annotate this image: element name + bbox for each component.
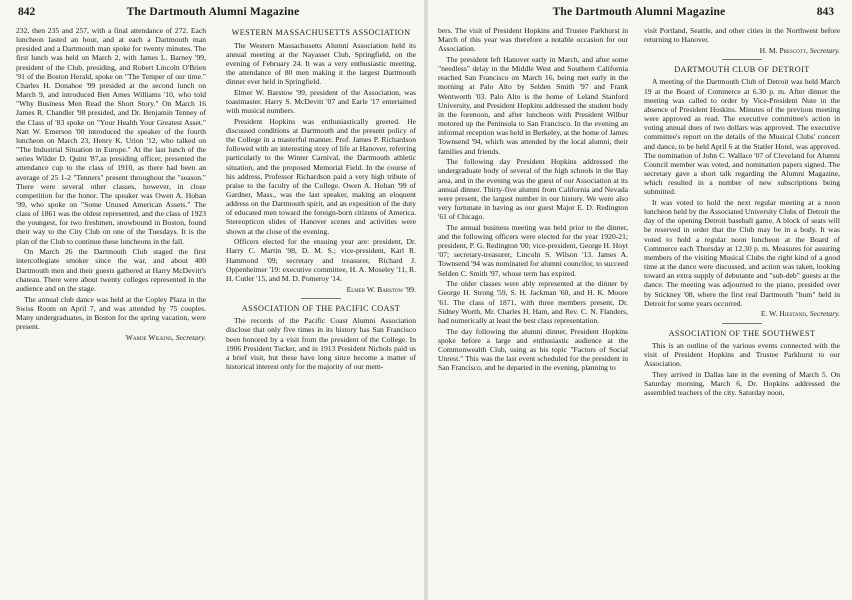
paragraph: Officers elected for the ensuing year are: president, Dr. Harry C. Martin '98, D. M. S.; vice-president, Karl R. Hammond '09; secretary and treasurer, Richard J. Oppenheimer '19: executive committee, H. A. Moseley '11, R. H. Cutler '15, and M. D. Pomeroy '14. xyxy=(226,237,416,283)
paragraph: The president left Hanover early in March, and after some "needless" delay in the Middle West and Southern California reached San Francisco on March 16, being met early in the morning at Palo Alto by Selden Smith '97 and Frank Wentworth '03. Palo Alto is the home of Leland Stanford University, and President Hopkins addressed the student body in the forenoon, and after luncheon with President Wilbur motored up the Peninsula to San Francisco. In the evening an informal reception was held in Berkeley, at the home of James Townsend '94, which was attended by the local alumni, their families and friends. xyxy=(438,54,628,156)
paragraph: Elmer W. Barstow '99, president of the Association, was toastmaster. Harry S. McDevitt '07 and Earle '17 entertained with musical numbers. xyxy=(226,87,416,116)
paragraph: They arrived in Dallas late in the evening of March 5. On Saturday morning, March 6, Dr. Hopkins addressed the assembled teachers of the city. Saturday noon, xyxy=(644,370,840,398)
paragraph: 232, then 235 and 257, with a final attendance of 272. Each luncheon lasted an hour, and at each a Dartmouth man presided and a Dartmouth man spoke for twenty minutes. The first lunch was held on March 2, with James L. Barney '99, president of the Club, presiding, and Robert Lincoln O'Brien '91 of the Boston Herald, spoke on "The Temper of our time." Charles H. Donahoe '99 presided at the second lunch on March 9, and introduced Ben Ames Williams '10, who told "Why Business Men Read the Short Story." On March 16 James R. Chandler '98 presided, and Dr. Benjamin Tenney of the Class of '83 spoke on "Your Health Your Greatest Asset." Natt W. Emerson '00 introduced the speaker of the fourth luncheon on March 23, Henry K. Urion '12, who talked on "The Industrial Situation in Europe." At the last lunch of the series Wilder D. Quint '87,as presiding officer, presented the attendance cup to the class of 1910, as there had been an average of 25 1-2 "Tenners" present throughout the "season." There were several other classes, however, in close competition for the honor. The speaker was Owen A. Hoban '99, who spoke on "Some Unused American Assets." The class of 1861 was the oldest represented, and the class of 1923 the youngest, for two freshmen, snowbound in Boston, found their way to the City Club on one of the Tuesdays. It is the plan of the Club to continue these luncheons in the fall. xyxy=(16,26,206,246)
section-heading: ASSOCIATION OF THE PACIFIC COAST xyxy=(241,303,401,313)
signature xyxy=(226,285,416,294)
signature-title: Secretary. xyxy=(809,309,840,319)
paragraph: A meeting of the Dartmouth Club of Detroit was held March 19 at the Board of Commerce at 6.30 p. m. After dinner the meeting was called to order by Vice-President Nute in the absence of President Hoskins. Minutes of the previous meeting were approved as read. The executive committee's action in voting annual dues of two dollars was approved. The executive committee's report on the details of the Musical Clubs' concert and dance, to be held April 6 at the Statler Hotel, was approved. The nomination of John C. Wallace '07 of Cleveland for Alumni Council member was voted, and nomination papers signed. The secretary gave a short talk regarding the Alumni Magazine, which resulted in a number of new subscriptions being submitted. xyxy=(644,77,840,197)
paragraph: The records of the Pacific Coast Alumni Association disclose that only five times in its history has San Francisco been honored by a visit from the president of the College. In 1906 President Tucker, and in 1913 President Nichols paid us a brief visit, but these have long since become a matter of historical interest only for the majority of our mem- xyxy=(226,316,416,371)
divider xyxy=(722,59,762,60)
signature xyxy=(644,309,840,318)
signature-title: Secretary. xyxy=(175,332,206,342)
section-heading: ASSOCIATION OF THE SOUTHWEST xyxy=(668,328,816,338)
signature-name: E. W. Hiestand, xyxy=(760,309,808,319)
left-running-title: The Dartmouth Alumni Magazine xyxy=(126,6,300,18)
right-page-number: 843 xyxy=(816,6,834,18)
left-page-header xyxy=(18,6,408,22)
paragraph: This is an outline of the various events connected with the visit of President Hopkins and Trustee Parkhurst to our Association. xyxy=(644,341,840,369)
paragraph: The annual club dance was held at the Copley Plaza in the Swiss Room on April 7, and was attended by 75 couples. Many undergraduates, in Boston for the spring vacation, were present. xyxy=(16,294,206,331)
signature xyxy=(644,46,840,55)
right-column-1 xyxy=(438,26,628,374)
section-heading: DARTMOUTH CLUB OF DETROIT xyxy=(674,64,810,74)
paragraph: bers. The visit of President Hopkins and Trustee Parkhurst in March of this year was therefore a notable occasion for our Association. xyxy=(438,26,628,54)
right-page-header xyxy=(444,6,834,22)
right-page xyxy=(426,0,852,600)
left-page-number: 842 xyxy=(18,6,36,18)
signature-name: Warde Wilkins, xyxy=(125,332,174,342)
paragraph: The day following the alumni dinner, President Hopkins spoke before a large and enthusiastic audience at the Commonwealth Club, using as his topic "Factors of Social Unrest." This was the last event scheduled for the president in San Francisco, and he departed in the evening, planning to xyxy=(438,326,628,373)
paragraph: The Western Massachusetts Alumni Association held its annual meeting at the Nayasset Club, Springfield, on the evening of February 24. It was a very enthusiastic meeting, the attendance of 80 men making it the largest Dartmouth dinner ever held in Springfield. xyxy=(226,40,416,87)
paragraph: On March 26 the Dartmouth Club staged the first intercollegiate smoker since the war, and about 400 Dartmouth men and their guests gathered at Harry McDevitt's chateau. There were about twenty colleges represented in the audience and on the stage. xyxy=(16,247,206,293)
divider xyxy=(722,323,762,324)
right-column-2 xyxy=(644,26,840,399)
paragraph: The following day President Hopkins addressed the undergraduate body of several of the high schools in the Bay area, and in the evening was the guest of our Association at its annual dinner. Thirty-five alumni from California and Nevada were present, the largest number in our history. We were also very fortunate in having as our guest Major E. D. Redington '61 of Chicago. xyxy=(438,157,628,222)
paragraph: The annual business meeting was held prior to the dinner, and the following officers were elected for the year 1920-21; president, P. G. Redington '00; vice-president, George H. Hoyt '07; secretary-treasurer, Lincoln S. Wilson '13. James A. Townsend '94 was nominated for alumni councilor, to succeed Selden C. Smith '97, whose term has expired. xyxy=(438,222,628,278)
signature-name: H. M. Prescott, xyxy=(759,45,808,55)
divider xyxy=(301,298,341,299)
paragraph: The older classes were ably represented at the dinner by George H. Strong '59, S. H. Jackman '60, and H. K. Moore '61. The class of 1871, with three members present, Dr. Sidney Worth, Mr. Charles H. Ham, and Rev. C. N. Flanders, had numerically at least the best class representation. xyxy=(438,279,628,325)
paragraph: visit Portland, Seattle, and other cities in the Northwest before returning to Hanover. xyxy=(644,26,840,45)
section-heading: WESTERN MASSACHUSETTS ASSOCIATION xyxy=(231,28,411,37)
signature xyxy=(16,333,206,342)
signature-title: Secretary. xyxy=(809,45,840,55)
left-column-1 xyxy=(16,26,206,345)
paragraph: President Hopkins was enthusiastically greeted. He discussed conditions at Dartmouth and the present policy of the College in a masterful manner. Prof. James P. Richardson followed with an interesting story of life at Hanover, referring particularly to the Winter Carnival, the Dartmouth athletic situation, and the proposed Memorial Field. In the course of his address, Professor Richardson paid a very high tribute of praise to the faculty of the College. Owen A. Hoban '99 of Gardner, Mass., was the last speaker, making an eloquent address on the Dartmouth spirit, and an exposition of the duty of educated men toward the foreign-born citizens of America. Stereopticon slides of Hanover scenes and activities were shown at the close of the evening. xyxy=(226,116,416,236)
left-column-2 xyxy=(226,26,416,373)
signature-name: Elmer W. Barstow '99. xyxy=(346,284,416,294)
paragraph: It was voted to hold the next regular meeting at a noon luncheon held by the Associated University Clubs of Detroit the day of the opening Detroit baseball game. A block of seats will be reserved in order that the Club may be in a body. It was voted to hold a regular noon luncheon at the Board of Commerce each Thursday at 12.30 p. m. Measures for assuring members of the visiting Musical Clubs the right kind of a good time at the dance were discussed, and action was taken, looking toward an extra supply of debutante and "sub-deb" guests at the dance. The meeting was adjourned to the piano, presided over by Stickney '08, where the first real Dartmouth "hum" held in Detroit for some years occurred. xyxy=(644,198,840,308)
right-running-title: The Dartmouth Alumni Magazine xyxy=(552,6,726,18)
